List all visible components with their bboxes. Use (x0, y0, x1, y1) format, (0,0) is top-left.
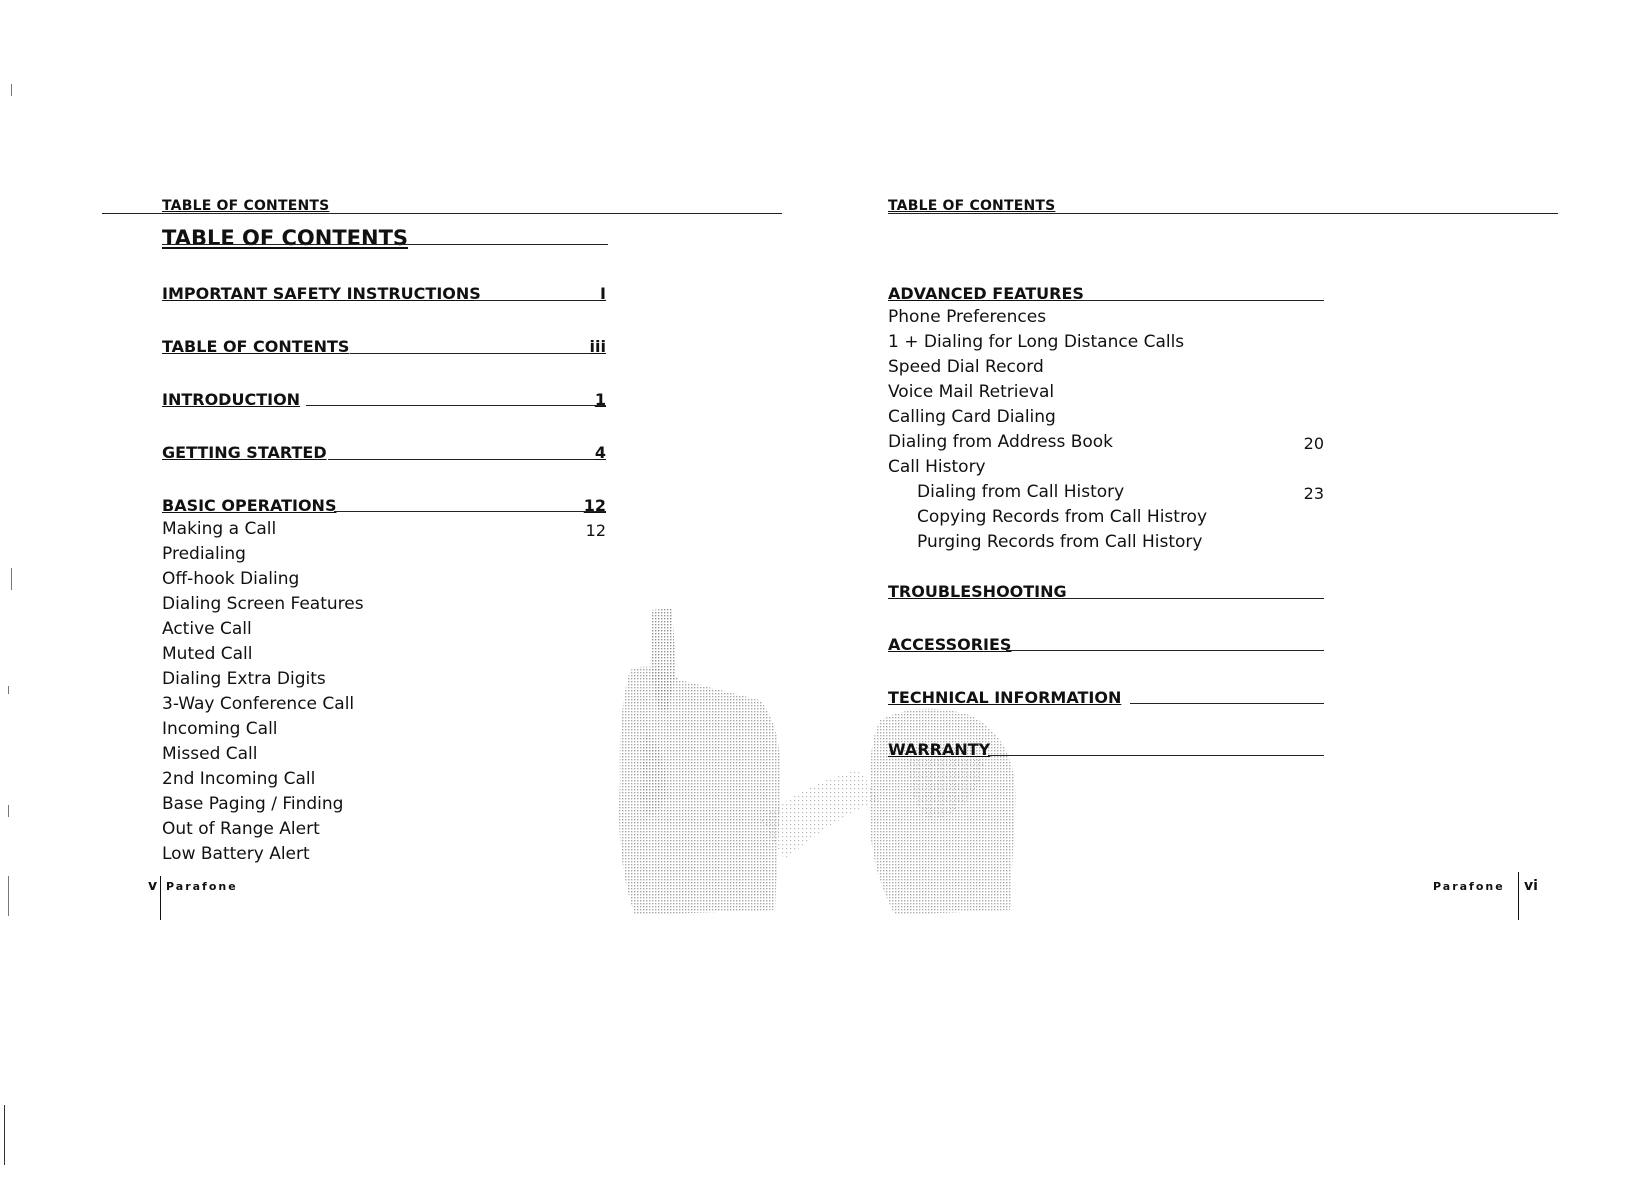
toc-page-introduction: 1 (594, 390, 606, 409)
page-title: TABLE OF CONTENTS (162, 226, 409, 250)
scan-mark (11, 84, 12, 96)
footer-divider-left (160, 876, 161, 920)
toc-item[interactable]: Incoming Call (162, 719, 278, 739)
toc-page-basic-operations: 12 (583, 496, 606, 515)
toc-subitem[interactable]: Copying Records from Call Histroy (917, 507, 1208, 527)
toc-item-page: 23 (1303, 484, 1324, 503)
toc-item[interactable]: Voice Mail Retrieval (888, 382, 1055, 402)
toc-subitem[interactable]: Purging Records from Call History (917, 532, 1203, 552)
toc-item[interactable]: Off-hook Dialing (162, 569, 300, 589)
toc-item[interactable]: Call History (888, 457, 986, 477)
brand-left: Parafone (166, 880, 238, 893)
leader-line (1058, 598, 1324, 599)
toc-section-getting-started[interactable]: GETTING STARTED (162, 443, 327, 462)
toc-subitem[interactable]: Dialing from Call History (917, 482, 1125, 502)
toc-section-advanced-features[interactable]: ADVANCED FEATURES (888, 284, 1084, 303)
toc-item[interactable]: 2nd Incoming Call (162, 769, 316, 789)
toc-item[interactable]: Making a Call (162, 519, 277, 539)
toc-item[interactable]: Dialing from Address Book (888, 432, 1114, 452)
leader-line (1006, 650, 1324, 651)
toc-item[interactable]: Missed Call (162, 744, 258, 764)
header-rule-left (102, 213, 782, 214)
page-number-right: vi (1524, 878, 1538, 894)
scan-mark (8, 686, 9, 694)
toc-item[interactable]: Dialing Screen Features (162, 594, 364, 614)
leader-line (988, 755, 1324, 756)
toc-item[interactable]: 1 + Dialing for Long Distance Calls (888, 332, 1185, 352)
toc-section-contents[interactable]: TABLE OF CONTENTS (162, 337, 350, 356)
toc-section-introduction[interactable]: INTRODUCTION (162, 390, 301, 409)
brand-right: Parafone (1433, 880, 1505, 893)
toc-item[interactable]: Out of Range Alert (162, 819, 320, 839)
toc-item-page: 12 (585, 521, 606, 540)
toc-item[interactable]: Predialing (162, 544, 246, 564)
scan-mark (11, 568, 12, 590)
scan-mark (8, 805, 9, 817)
leader-line (1130, 703, 1324, 704)
leader-line (1076, 300, 1324, 301)
toc-section-safety[interactable]: IMPORTANT SAFETY INSTRUCTIONS (162, 284, 481, 303)
toc-section-accessories[interactable]: ACCESSORIES (888, 635, 1012, 654)
title-rule (162, 244, 608, 245)
page-number-left: v (148, 878, 158, 894)
toc-section-technical-information[interactable]: TECHNICAL INFORMATION (888, 688, 1122, 707)
toc-item[interactable]: Low Battery Alert (162, 844, 310, 864)
toc-page-getting-started: 4 (594, 443, 606, 462)
toc-item[interactable]: Speed Dial Record (888, 357, 1044, 377)
toc-item[interactable]: 3-Way Conference Call (162, 694, 355, 714)
footer-divider-right (1518, 872, 1519, 920)
toc-item[interactable]: Phone Preferences (888, 307, 1047, 327)
scan-mark (4, 1105, 5, 1165)
toc-page-contents: iii (589, 337, 606, 356)
toc-item[interactable]: Base Paging / Finding (162, 794, 344, 814)
toc-item[interactable]: Calling Card Dialing (888, 407, 1056, 427)
toc-section-troubleshooting[interactable]: TROUBLESHOOTING (888, 582, 1067, 601)
toc-section-basic-operations[interactable]: BASIC OPERATIONS (162, 496, 337, 515)
toc-page-safety: I (600, 284, 606, 303)
toc-section-warranty[interactable]: WARRANTY (888, 740, 991, 759)
toc-item[interactable]: Dialing Extra Digits (162, 669, 326, 689)
scan-mark (8, 876, 9, 916)
toc-item[interactable]: Muted Call (162, 644, 253, 664)
toc-item[interactable]: Active Call (162, 619, 252, 639)
toc-item-page: 20 (1303, 434, 1324, 453)
running-header-right: TABLE OF CONTENTS (888, 198, 1056, 214)
running-header-left: TABLE OF CONTENTS (162, 198, 330, 214)
header-rule-right (888, 213, 1558, 214)
